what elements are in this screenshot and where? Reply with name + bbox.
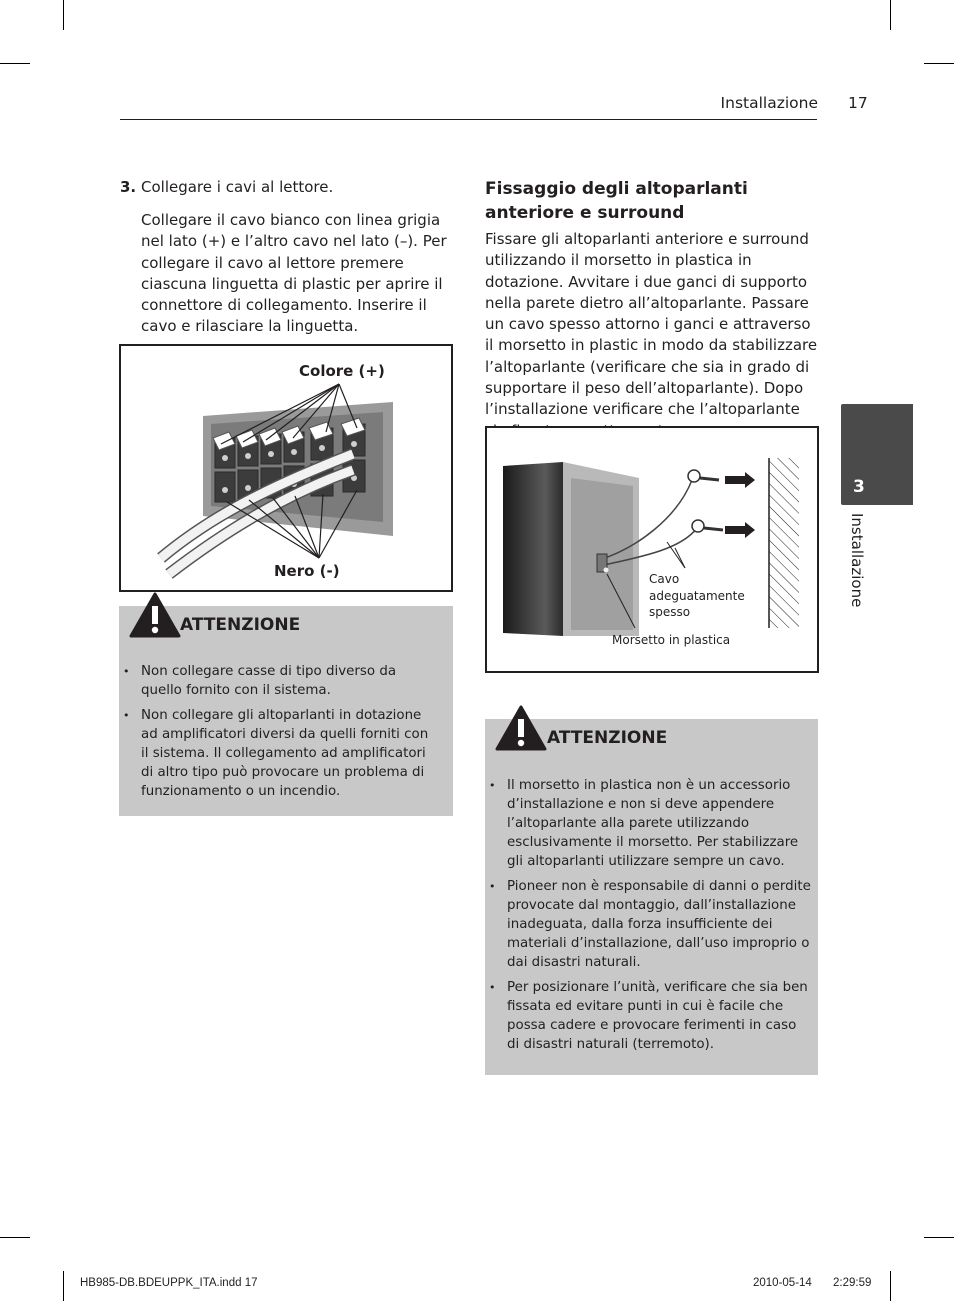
crop-mark [924,1237,954,1238]
cable-label-line-3: spesso [649,605,691,619]
crop-mark [63,1271,64,1301]
step-lead: Collegare i cavi al lettore. [141,178,334,196]
warning-list [119,662,429,807]
header-section-title: Installazione [720,94,818,112]
warning-item: • Non collegare gli altoparlanti in dotazione ad amplificatori diversi da quelli forniti con il sistema. Il collegamento ad amplificatori di altro tipo può provocare un problema di funzionamento o un incendio. [119,706,429,801]
terminal-label-plus: Colore (+) [299,362,385,380]
warning-list [485,776,811,1060]
crop-mark [890,1271,891,1301]
clamp-label: Morsetto in plastica [612,633,731,647]
footer-time: 2:29:59 [833,1277,872,1289]
crop-mark [0,1237,30,1238]
warning-item: • Per posizionare l’unità, verificare che sia ben fissata ed evitare punti in cui è facile che possa cadere e provocare ferimenti in caso di disastri naturali (terremoto). [485,978,811,1054]
chapter-label: Installazione [848,513,866,608]
crop-mark [890,0,891,30]
footer-date: 2010-05-14 [753,1277,812,1289]
warning-box-left [119,606,453,816]
mount-illustration [487,428,817,671]
crop-mark [0,63,30,64]
warning-item: • Il morsetto in plastica non è un accessorio d’installazione e non si deve appendere l’altoparlante alla parete utilizzando esclusivamente il morsetto. Per stabilizzare gli altoparlanti utilizzare sempre un cavo. [485,776,811,871]
cable-label-line-1: Cavo [649,572,680,586]
warning-title: ATTENZIONE [547,728,668,748]
terminal-illustration [121,346,451,590]
warning-item: • Non collegare casse di tipo diverso da quello fornito con il sistema. [119,662,429,700]
cable-label-line-2: adeguatamente [649,589,745,603]
chapter-tab [841,404,913,505]
warning-icon [129,592,181,640]
terminal-label-minus: Nero (-) [274,562,340,580]
step-number: 3. [120,178,137,196]
chapter-number: 3 [853,477,865,497]
header-rule [120,119,817,120]
step-body: Collegare il cavo bianco con linea grigia nel lato (+) e l’altro cavo nel lato (–). Per collegare il cavo al lettore premere ciascuna linguetta di plastic per aprire il connettore di collegamento. Inserire il cavo e rilasciare la linguetta. [141,211,447,336]
section-body: Fissare gli altoparlanti anteriore e surround utilizzando il morsetto in plastica in dotazione. Avvitare i due ganci di supporto nella parete dietro all’altoparlante. Passare un cavo spesso attorno i ganci e attraverso il morsetto in plastic in modo da stabilizzare l’altoparlante (verificare che sia in grado di supportare il peso dell’altoparlante). Dopo l’installazione verificare che l’altoparlante [485,230,818,419]
footer-file: HB985-DB.BDEUPPK_ITA.indd 17 [80,1277,258,1289]
page-number: 17 [848,94,868,112]
warning-title: ATTENZIONE [180,615,301,635]
crop-mark [63,0,64,30]
crop-mark [924,63,954,64]
warning-box-right [485,719,818,1075]
section-title: Fissaggio degli altoparlanti anteriore e surround [485,179,748,223]
mount-figure [485,426,819,673]
terminal-figure [119,344,453,592]
warning-item: • Pioneer non è responsabile di danni o perdite provocate dal montaggio, dall’installazione inadeguata, dalla forza insufficiente dei materiali d’installazione, dall’uso improprio o dai disastri naturali. [485,877,811,972]
warning-icon [495,705,547,753]
